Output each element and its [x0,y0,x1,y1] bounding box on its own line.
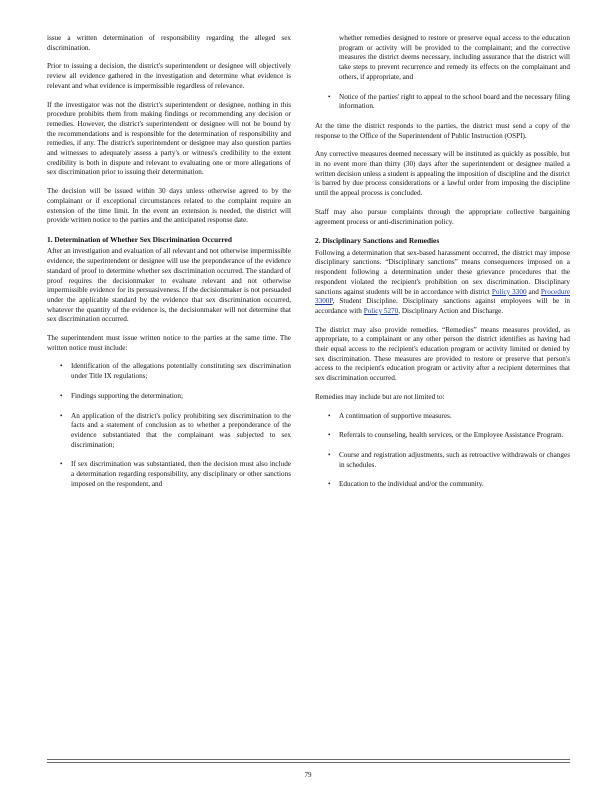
bullet-icon: • [328,92,331,101]
policy-5270-link[interactable]: Policy 5270 [363,306,399,315]
section-heading-sanctions: 2. Disciplinary Sanctions and Remedies [315,236,440,246]
written-notice-paragraph: The superintendent must issue written notice to the parties at the same time. The written notice must include: [47,334,291,352]
corrective-measures-paragraph: Any corrective measures deemed necessary will be instituted as quickly as possible, but in no event more than thirty (30) days after the superintendent or designee mailed a written decision unless a student is appealing the imposition of discipline and the district is barred by due process considerations or a lawful order from imposing the discipline until the appeal process is concluded. [315,150,570,198]
sanctions-paragraph: Following a determination that sex-based harassment occurred, the district may impose disciplinary sanctions. “Disciplinary sanctions” means consequences imposed on a respondent following a determination under these grievance procedures that the respondent violated the recipient's prohibition on sex discrimination. Disciplinary sanctions against students will be in accordance with district Policy 3300 and Procedure 3300P, Student Discipline. Disciplinary sanctions against employees will be in accordance with Policy 5270, Disciplinary Action and Discharge. [315,248,570,315]
notice-requirements-list-continued [315,34,570,112]
bullet-icon: • [60,391,63,400]
ospi-copy-paragraph: At the time the district responds to the parties, the district must send a copy of the response to the Office of the Superintendent of Public Instruction (OSPI). [315,121,570,140]
intro-paragraph: issue a written determination of responsibility regarding the alleged sex discrimination. [47,34,291,52]
procedure-3300p-link[interactable]: Procedure 3300P [315,287,570,306]
list-item: whether remedies designed to restore or preserve equal access to the education program or activity will be provided to the complainant; and the corrective measures the district deems necessary, including assurance that the district will take steps to prevent recurrence and remedy its effects on the complainant and others, if appropriate, and [339,34,570,81]
list-item: • If sex discrimination was substantiated, then the decision must also include a determination regarding responsibility, any disciplinary or other sanctions imposed on the respondent, and [60,460,291,488]
footer-rule-top [47,759,570,760]
remedies-intro-paragraph: Remedies may include but are not limited to: [315,392,445,401]
bullet-icon: • [328,431,331,440]
list-item: • Referrals to counseling, health services, or the Employee Assistance Program. [328,431,564,440]
list-item: • A continuation of supportive measures. [328,411,452,420]
prior-to-decision-paragraph: Prior to issuing a decision, the district's superintendent or designee will objectively review all evidence gathered in the investigation and determine what evidence is relevant and what evidence is impermissible regardless of relevance. [47,62,291,90]
policy-3300-link[interactable]: Policy 3300 [491,287,527,296]
remedies-list [315,412,570,491]
footer-rule-bottom [47,762,570,763]
list-item: • Course and registration adjustments, such as retroactive withdrawals or changes in schedules. [328,451,570,469]
list-item: • Education to the individual and/or the community. [328,480,484,489]
bullet-icon: • [60,362,63,371]
remedies-definition-paragraph: The district may also provide remedies. “Remedies” means measures provided, as appropriate, to a complainant or any other person the district identifies as having had their equal access to the recipient's education program or activity limited or denied by sex discrimination. These measures are provided to restore or preserve that person's access to the recipient's education program or activity after a recipient determines that sex discrimination occurred. [315,325,570,383]
bullet-icon: • [60,460,63,469]
notice-requirements-list [47,362,291,489]
bullet-icon: • [328,451,331,459]
staff-complaints-paragraph: Staff may also pursue complaints through the appropriate collective bargaining agreement process or anti-discrimination policy. [315,207,570,226]
preponderance-paragraph: After an investigation and evaluation of all relevant and not otherwise impermissible evidence, the superintendent or designee will use the preponderance of the evidence standard of proof to determine whether sex discrimination occurred. The standard of proof requires the decisionmaker to evaluate relevant and not otherwise impermissible evidence for its persuasiveness. If the decisionmaker is not persuaded under the applicable standard by the evidence that sex discrimination occurred, whatever the quantity of the evidence is, the decisionmaker will not determine that sex discrimination occurred. [47,247,291,324]
section-heading-determination: 1. Determination of Whether Sex Discrimination Occurred [47,234,232,244]
right-column [315,34,570,500]
list-item: • Identification of the allegations potentially constituting sex discrimination under Title IX regulations; [60,362,291,381]
bullet-icon: • [328,411,331,420]
list-item: • An application of the district's policy prohibiting sex discrimination to the facts and a statement of conclusion as to whether a preponderance of the evidence substantiated that the complainant was subjected to sex discrimination; [60,411,291,449]
left-column [47,34,291,500]
bullet-icon: • [328,480,331,489]
page-number: 79 [304,771,312,779]
list-item: • Findings supporting the determination; [60,391,183,400]
list-item: • Notice of the parties' right to appeal to the school board and the necessary filing information. [328,92,570,111]
bullet-icon: • [60,411,63,420]
decision-timeline-paragraph: The decision will be issued within 30 days unless otherwise agreed to by the complainant or if exceptional circumstances related to the complaint require an extension of the time limit. In the event an extension is needed, the district will provide written notice to the parties and the anticipated response date. [47,187,291,225]
investigator-paragraph: If the investigator was not the district's superintendent or designee, nothing in this procedure prohibits them from making findings or recommending any decision or remedies. However, the district's superintendent or designee will not be bound by the recommendations and is responsible for the determination of responsibility and remedies, if any. The district's superintendent or designee may also question parties and witnesses to adequately assess a party's or witness's credibility to the extent credibility is both in dispute and relevant to evaluating one or more allegations of sex discrimination prior to issuing their determination. [47,100,291,177]
